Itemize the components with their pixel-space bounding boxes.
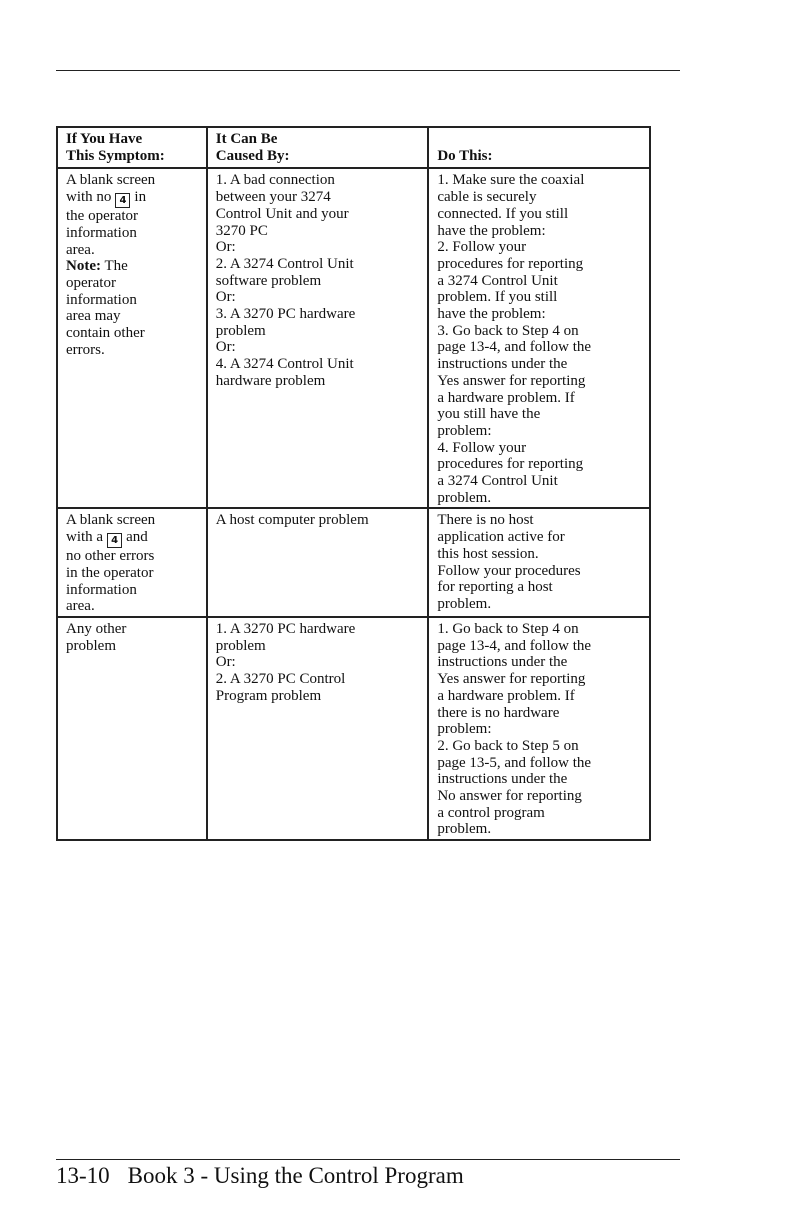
header-action-line: Do This: bbox=[437, 147, 493, 164]
cause-line: hardware problem bbox=[215, 372, 326, 389]
header-symptom bbox=[57, 127, 207, 168]
symptom-line: in the operator bbox=[66, 564, 154, 581]
action-line: this host session. bbox=[437, 545, 539, 562]
cause-line: problem bbox=[215, 322, 266, 339]
action-line: have the problem: bbox=[437, 222, 546, 239]
action-line: a 3274 Control Unit bbox=[437, 272, 558, 289]
table-row bbox=[57, 617, 650, 840]
action-line: a control program bbox=[437, 804, 545, 821]
action-line: procedures for reporting bbox=[437, 456, 584, 473]
action-line: problem. If you still bbox=[437, 289, 558, 306]
symptom-line: the operator bbox=[66, 208, 139, 225]
header-symptom-line: This Symptom: bbox=[66, 147, 165, 164]
page-number: 13-10 bbox=[56, 1163, 110, 1188]
symptom-text: with no bbox=[66, 189, 112, 206]
action-line: page 13-5, and follow the bbox=[437, 754, 592, 771]
cause-line: Program problem bbox=[215, 687, 322, 704]
action-line: instructions under the bbox=[437, 771, 568, 788]
symptom-line: A blank screen bbox=[66, 172, 156, 189]
cause-line: 1. A 3270 PC hardware bbox=[215, 620, 356, 637]
action-line: Follow your procedures bbox=[437, 562, 581, 579]
action-line: a 3274 Control Unit bbox=[437, 473, 558, 490]
cause-line: A host computer problem bbox=[215, 512, 369, 529]
symptom-text: and bbox=[126, 529, 148, 546]
header-cause-line: It Can Be bbox=[215, 131, 278, 147]
action-line: 1. Go back to Step 4 on bbox=[437, 620, 579, 637]
symptom-line bbox=[66, 189, 200, 208]
action-line: for reporting a host bbox=[437, 579, 553, 596]
symptom-line: information bbox=[66, 581, 137, 598]
cause-cell bbox=[207, 508, 429, 617]
keycap-4-icon: 4 bbox=[115, 193, 130, 208]
action-line: instructions under the bbox=[437, 356, 568, 373]
footer-title: Book 3 - Using the Control Program bbox=[127, 1163, 464, 1188]
action-line: you still have the bbox=[437, 406, 541, 423]
note-line: area may bbox=[66, 308, 121, 325]
symptom-line bbox=[66, 529, 200, 548]
note-label: Note: bbox=[66, 258, 101, 275]
symptom-line: area. bbox=[66, 598, 95, 615]
cause-line: between your 3274 bbox=[215, 189, 331, 206]
action-line: 3. Go back to Step 4 on bbox=[437, 322, 579, 339]
action-line: procedures for reporting bbox=[437, 255, 584, 272]
cause-line: Or: bbox=[215, 239, 236, 256]
table-row bbox=[57, 508, 650, 617]
note-line: operator bbox=[66, 274, 116, 291]
action-cell bbox=[428, 508, 650, 617]
action-line: 2. Follow your bbox=[437, 239, 527, 256]
symptom-text: with a bbox=[66, 529, 104, 546]
symptom-cell bbox=[57, 508, 207, 617]
action-line: Yes answer for reporting bbox=[437, 372, 586, 389]
cause-line: 3. A 3270 PC hardware bbox=[215, 306, 356, 323]
cause-line: Control Unit and your bbox=[215, 205, 349, 222]
cause-line: software problem bbox=[215, 272, 322, 289]
cause-line: 2. A 3270 PC Control bbox=[215, 671, 346, 688]
action-line: connected. If you still bbox=[437, 205, 569, 222]
cause-line: Or: bbox=[215, 339, 236, 356]
action-line: page 13-4, and follow the bbox=[437, 339, 592, 356]
action-line: problem. bbox=[437, 821, 492, 838]
note-text: The bbox=[100, 258, 128, 275]
header-action bbox=[428, 127, 650, 168]
table-row bbox=[57, 168, 650, 508]
cause-line: Or: bbox=[215, 289, 236, 306]
troubleshooting-table bbox=[56, 126, 651, 841]
cause-line: Or: bbox=[215, 654, 236, 671]
header-cause bbox=[207, 127, 429, 168]
action-line: 2. Go back to Step 5 on bbox=[437, 737, 579, 754]
note-line: information bbox=[66, 291, 137, 308]
bottom-rule bbox=[56, 1159, 680, 1160]
header-symptom-line: If You Have bbox=[66, 131, 143, 147]
symptom-line: no other errors bbox=[66, 548, 155, 565]
symptom-line: information bbox=[66, 224, 137, 241]
cause-line: 3270 PC bbox=[215, 222, 268, 239]
page-footer bbox=[56, 1162, 464, 1190]
action-line: application active for bbox=[437, 529, 565, 546]
action-line: cable is securely bbox=[437, 189, 537, 206]
keycap-4-icon: 4 bbox=[107, 533, 122, 548]
note-line: errors. bbox=[66, 341, 105, 358]
action-line: problem. bbox=[437, 489, 492, 506]
action-line: No answer for reporting bbox=[437, 788, 582, 805]
action-cell bbox=[428, 168, 650, 508]
action-line: 1. Make sure the coaxial bbox=[437, 172, 585, 189]
action-line: have the problem: bbox=[437, 306, 546, 323]
note-line: contain other bbox=[66, 325, 145, 342]
symptom-cell bbox=[57, 168, 207, 508]
action-cell bbox=[428, 617, 650, 840]
symptom-cell bbox=[57, 617, 207, 840]
symptom-line: area. bbox=[66, 241, 95, 258]
action-line: problem. bbox=[437, 595, 492, 612]
action-line: page 13-4, and follow the bbox=[437, 637, 592, 654]
symptom-line: Any other bbox=[66, 620, 127, 637]
cause-line: 2. A 3274 Control Unit bbox=[215, 255, 354, 272]
action-line: problem: bbox=[437, 721, 492, 738]
cause-line: problem bbox=[215, 637, 266, 654]
top-rule bbox=[56, 70, 680, 71]
action-line: 4. Follow your bbox=[437, 439, 527, 456]
action-line: Yes answer for reporting bbox=[437, 671, 586, 688]
cause-cell bbox=[207, 168, 429, 508]
action-line: instructions under the bbox=[437, 654, 568, 671]
action-line: there is no hardware bbox=[437, 704, 560, 721]
action-line: a hardware problem. If bbox=[437, 389, 575, 406]
cause-line: 1. A bad connection bbox=[215, 172, 335, 189]
cause-cell bbox=[207, 617, 429, 840]
table-header-row bbox=[57, 127, 650, 168]
symptom-line: A blank screen bbox=[66, 512, 156, 529]
cause-line: 4. A 3274 Control Unit bbox=[215, 356, 354, 373]
note-line bbox=[66, 258, 200, 275]
symptom-line: problem bbox=[66, 637, 116, 654]
symptom-text: in bbox=[134, 189, 147, 206]
action-line: There is no host bbox=[437, 512, 534, 529]
action-line: problem: bbox=[437, 422, 492, 439]
header-cause-line: Caused By: bbox=[215, 147, 290, 164]
action-line: a hardware problem. If bbox=[437, 687, 575, 704]
